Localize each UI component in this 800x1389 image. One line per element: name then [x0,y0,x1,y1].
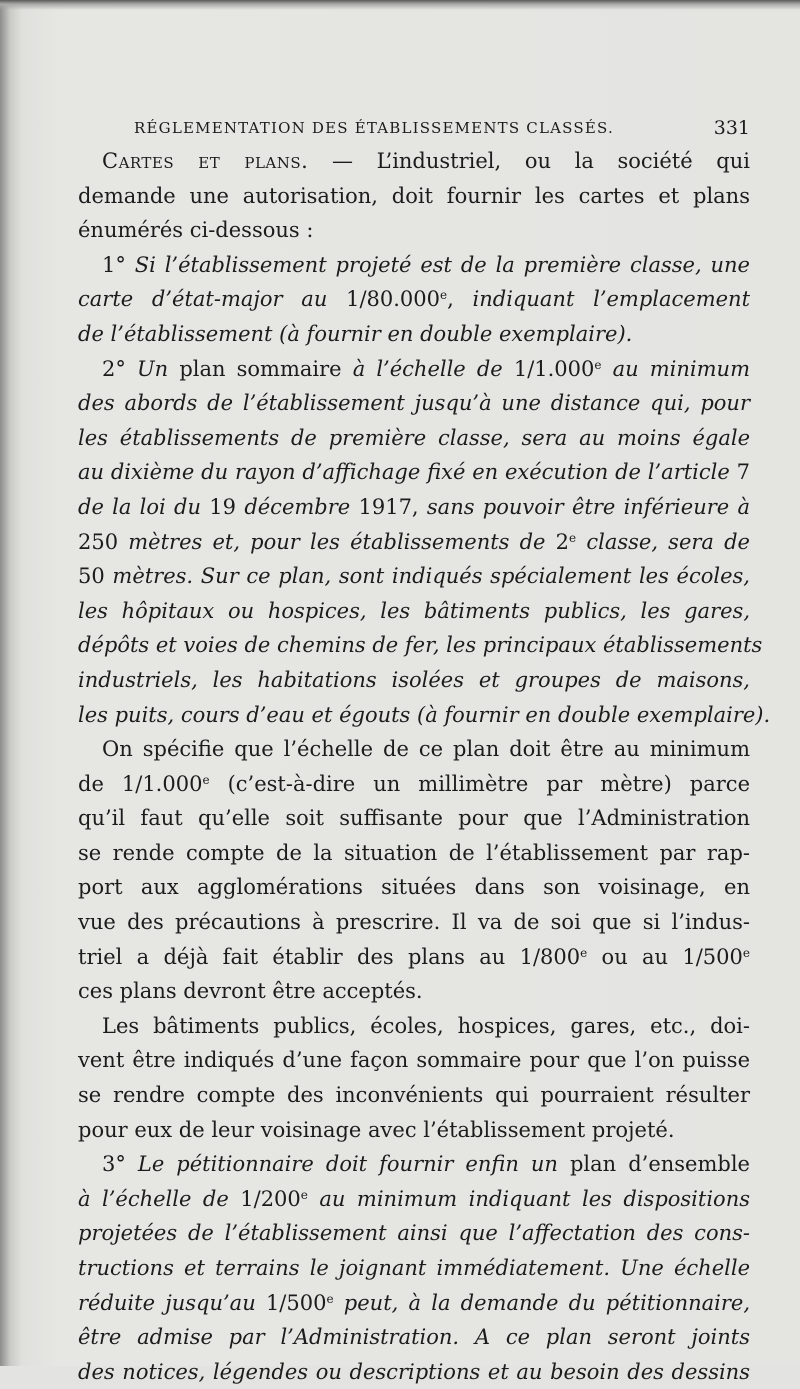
text-line: 1° Si l’établissement projeté est de la première classe, une [102,252,750,277]
text-line: industriels, les habitations isolées et groupes de maisons, [78,667,750,692]
text-line: tructions et terrains le joignant immédiatement. Une échelle [78,1256,750,1280]
text-line: Cartes et plans. — L’industriel, ou la société qui [102,149,750,173]
text-line: qu’il faut qu’elle soit suffisante pour que l’Administration [78,806,750,831]
text-line: des abords de l’établissement jusqu’à une distance qui, pour [78,391,750,416]
text-line: carte d’état-major au 1/80.000e, indiquant l’emplacement [78,287,751,312]
text-line: les puits, cours d’eau et égouts (à fournir en double exemplaire). [78,702,771,727]
text-line: dépôts et voies de chemins de fer, les principaux établissements [78,633,763,658]
text-line: de 1/1.000e (c’est-à-dire un millimètre par mètre) parce [78,771,750,796]
text-line: se rendre compte des inconvénients qui pourraient résulter [78,1083,750,1108]
text-line: au dixième du rayon d’affichage fixé en exécution de l’article 7 [78,460,750,485]
page-number: 331 [713,117,750,139]
text-line: vent être indiqués d’une façon sommaire pour que l’on puisse [78,1048,750,1073]
text-line: réduite jusqu’au 1/500e peut, à la demande du pétitionnaire, [78,1290,751,1315]
text-line: 50 mètres. Sur ce plan, sont indiqués spécialement les écoles, [78,564,750,589]
text-line: Les bâtiments publics, écoles, hospices, gares, etc., doi- [102,1013,750,1038]
text-line: 2° Un plan sommaire à l’échelle de 1/1.000e au minimum [102,356,750,381]
text-line: de l’établissement (à fournir en double exemplaire). [78,321,633,346]
body-text [78,144,771,1389]
text-line: projetées de l’établissement ainsi que l’affectation des cons- [78,1221,750,1246]
text-column [78,112,771,1389]
running-title: RÉGLEMENTATION DES ÉTABLISSEMENTS CLASSÉS. [134,119,614,137]
text-line: demande une autorisation, doit fournir les cartes et plans [78,183,750,208]
text-line: ces plans devront être acceptés. [78,979,423,1004]
text-line: port aux agglomérations situées dans son voisinage, en [78,875,750,900]
scan-edge-shadow [0,0,800,10]
text-line: 3° Le pétitionnaire doit fournir enfin un plan d’ensemble [102,1152,750,1177]
text-line: On spécifie que l’échelle de ce plan doit être au minimum [102,737,750,762]
text-line: triel a déjà fait établir des plans au 1/800e ou au 1/500e [78,944,751,969]
text-line: de la loi du 19 décembre 1917, sans pouvoir être inférieure à [78,494,750,519]
text-line: des notices, légendes ou descriptions et au besoin des dessins [78,1359,750,1384]
text-line: énumérés ci-dessous : [78,218,314,243]
text-line: se rende compte de la situation de l’établissement par rap- [78,840,750,865]
running-header [78,112,750,144]
text-line: les établissements de première classe, sera au moins égale [78,425,750,450]
text-line: vue des précautions à prescrire. Il va de soi que si l’indus- [78,910,750,935]
text-line: être admise par l’Administration. A ce plan seront joints [78,1325,750,1350]
text-line: pour eux de leur voisinage avec l’établissement projeté. [78,1117,675,1142]
text-line: les hôpitaux ou hospices, les bâtiments publics, les gares, [78,598,750,623]
text-line: 250 mètres et, pour les établissements de 2e classe, sera de [78,529,750,554]
text-line: à l’échelle de 1/200e au minimum indiquant les dispositions [78,1186,750,1211]
